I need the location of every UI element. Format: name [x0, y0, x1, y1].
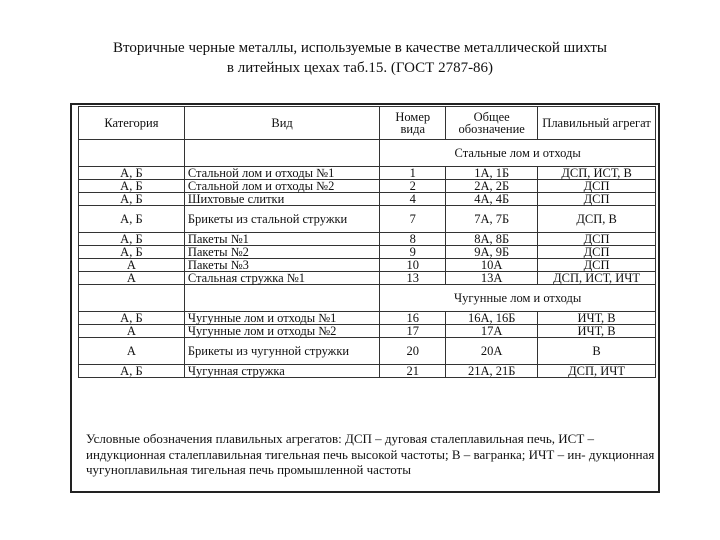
- cell-type-number: 8: [380, 233, 446, 246]
- cell-designation: 2А, 2Б: [446, 180, 538, 193]
- cell-furnace: ДСП: [538, 233, 656, 246]
- header-furnace: Плавильный агрегат: [538, 107, 656, 140]
- section-header-cast-iron: [79, 285, 656, 312]
- cell-furnace: ДСП: [538, 193, 656, 206]
- cell-type: Пакеты №1: [184, 233, 379, 246]
- cell-category: А, Б: [79, 167, 185, 180]
- page-title: [40, 38, 680, 78]
- cell-designation: 7А, 7Б: [446, 206, 538, 233]
- cell-furnace: ДСП: [538, 246, 656, 259]
- legend-line-1: Условные обозначения плавильных агрегатов: ДСП – дуговая сталеплавильная печь, ИСТ: [86, 431, 585, 446]
- cell-category: А, Б: [79, 233, 185, 246]
- cell-designation: 10А: [446, 259, 538, 272]
- cell-type-number: 13: [380, 272, 446, 285]
- section-spacer: [79, 285, 185, 312]
- title-line-2: в литейных цехах таб.15. (ГОСТ 2787-86): [226, 60, 494, 76]
- header-type: Вид: [184, 107, 379, 140]
- cell-furnace: ДСП: [538, 180, 656, 193]
- metals-table: [78, 106, 656, 378]
- cell-type-number: 1: [380, 167, 446, 180]
- section-header-steel: [79, 140, 656, 167]
- cell-type-number: 17: [380, 325, 446, 338]
- section-title: Стальные лом и отходы: [380, 140, 656, 167]
- table-row: [79, 312, 656, 325]
- cell-furnace: ДСП, ИСТ, ИЧТ: [538, 272, 656, 285]
- cell-type-number: 4: [380, 193, 446, 206]
- header-category: Категория: [79, 107, 185, 140]
- cell-type: Чугунные лом и отходы №2: [184, 325, 379, 338]
- cell-type: Брикеты из стальной стружки: [184, 206, 379, 233]
- cell-furnace: ИЧТ, В: [538, 325, 656, 338]
- cell-category: А, Б: [79, 206, 185, 233]
- cell-type: Пакеты №3: [184, 259, 379, 272]
- cell-type-number: 16: [380, 312, 446, 325]
- cell-category: А: [79, 338, 185, 365]
- table-row: [79, 272, 656, 285]
- cell-designation: 13А: [446, 272, 538, 285]
- header-designation: Общее обозначение: [446, 107, 538, 140]
- cell-type-number: 20: [380, 338, 446, 365]
- cell-type: Стальная стружка №1: [184, 272, 379, 285]
- title-line-1: Вторичные черные металлы, используемые в качестве металлической шихты: [113, 40, 607, 56]
- cell-category: А, Б: [79, 193, 185, 206]
- cell-type: Стальной лом и отходы №2: [184, 180, 379, 193]
- cell-category: А, Б: [79, 312, 185, 325]
- cell-designation: 1А, 1Б: [446, 167, 538, 180]
- cell-designation: 17А: [446, 325, 538, 338]
- cell-type: Чугунные лом и отходы №1: [184, 312, 379, 325]
- cell-designation: 9А, 9Б: [446, 246, 538, 259]
- section-spacer: [184, 140, 379, 167]
- header-type-number: Номер вида: [380, 107, 446, 140]
- header-row: [79, 107, 656, 140]
- table-row: [79, 167, 656, 180]
- cell-category: А, Б: [79, 180, 185, 193]
- section-title: Чугунные лом и отходы: [380, 285, 656, 312]
- cell-category: А: [79, 272, 185, 285]
- cell-designation: 16А, 16Б: [446, 312, 538, 325]
- section-spacer: [79, 140, 185, 167]
- cell-furnace: ДСП, ИСТ, В: [538, 167, 656, 180]
- cell-type-number: 10: [380, 259, 446, 272]
- cell-type-number: 7: [380, 206, 446, 233]
- cell-category: А, Б: [79, 365, 185, 378]
- cell-furnace: ДСП, В: [538, 206, 656, 233]
- legend-note: [86, 431, 656, 478]
- cell-type-number: 9: [380, 246, 446, 259]
- cell-designation: 20А: [446, 338, 538, 365]
- cell-type-number: 2: [380, 180, 446, 193]
- cell-furnace: В: [538, 338, 656, 365]
- cell-furnace: ДСП: [538, 259, 656, 272]
- cell-category: А: [79, 325, 185, 338]
- legend-line-2: – индукционная сталеплавильная тигельная печь высокой частоты; В – вагранка; ИЧТ – ин- дукционная чугуноплавильная тигельная печь промышленной частоты: [86, 431, 655, 477]
- table-row: [79, 365, 656, 378]
- cell-furnace: ИЧТ, В: [538, 312, 656, 325]
- table-row: [79, 233, 656, 246]
- cell-type-number: 21: [380, 365, 446, 378]
- cell-designation: 21А, 21Б: [446, 365, 538, 378]
- cell-type: Брикеты из чугунной стружки: [184, 338, 379, 365]
- cell-type: Шихтовые слитки: [184, 193, 379, 206]
- table-row: [79, 259, 656, 272]
- cell-category: А, Б: [79, 246, 185, 259]
- cell-designation: 8А, 8Б: [446, 233, 538, 246]
- cell-type: Стальной лом и отходы №1: [184, 167, 379, 180]
- cell-category: А: [79, 259, 185, 272]
- table-row: [79, 206, 656, 233]
- table-row: [79, 193, 656, 206]
- cell-designation: 4А, 4Б: [446, 193, 538, 206]
- section-spacer: [184, 285, 379, 312]
- table-row: [79, 246, 656, 259]
- table-row: [79, 325, 656, 338]
- table-row: [79, 180, 656, 193]
- table-row: [79, 338, 656, 365]
- cell-type: Чугунная стружка: [184, 365, 379, 378]
- cell-furnace: ДСП, ИЧТ: [538, 365, 656, 378]
- cell-type: Пакеты №2: [184, 246, 379, 259]
